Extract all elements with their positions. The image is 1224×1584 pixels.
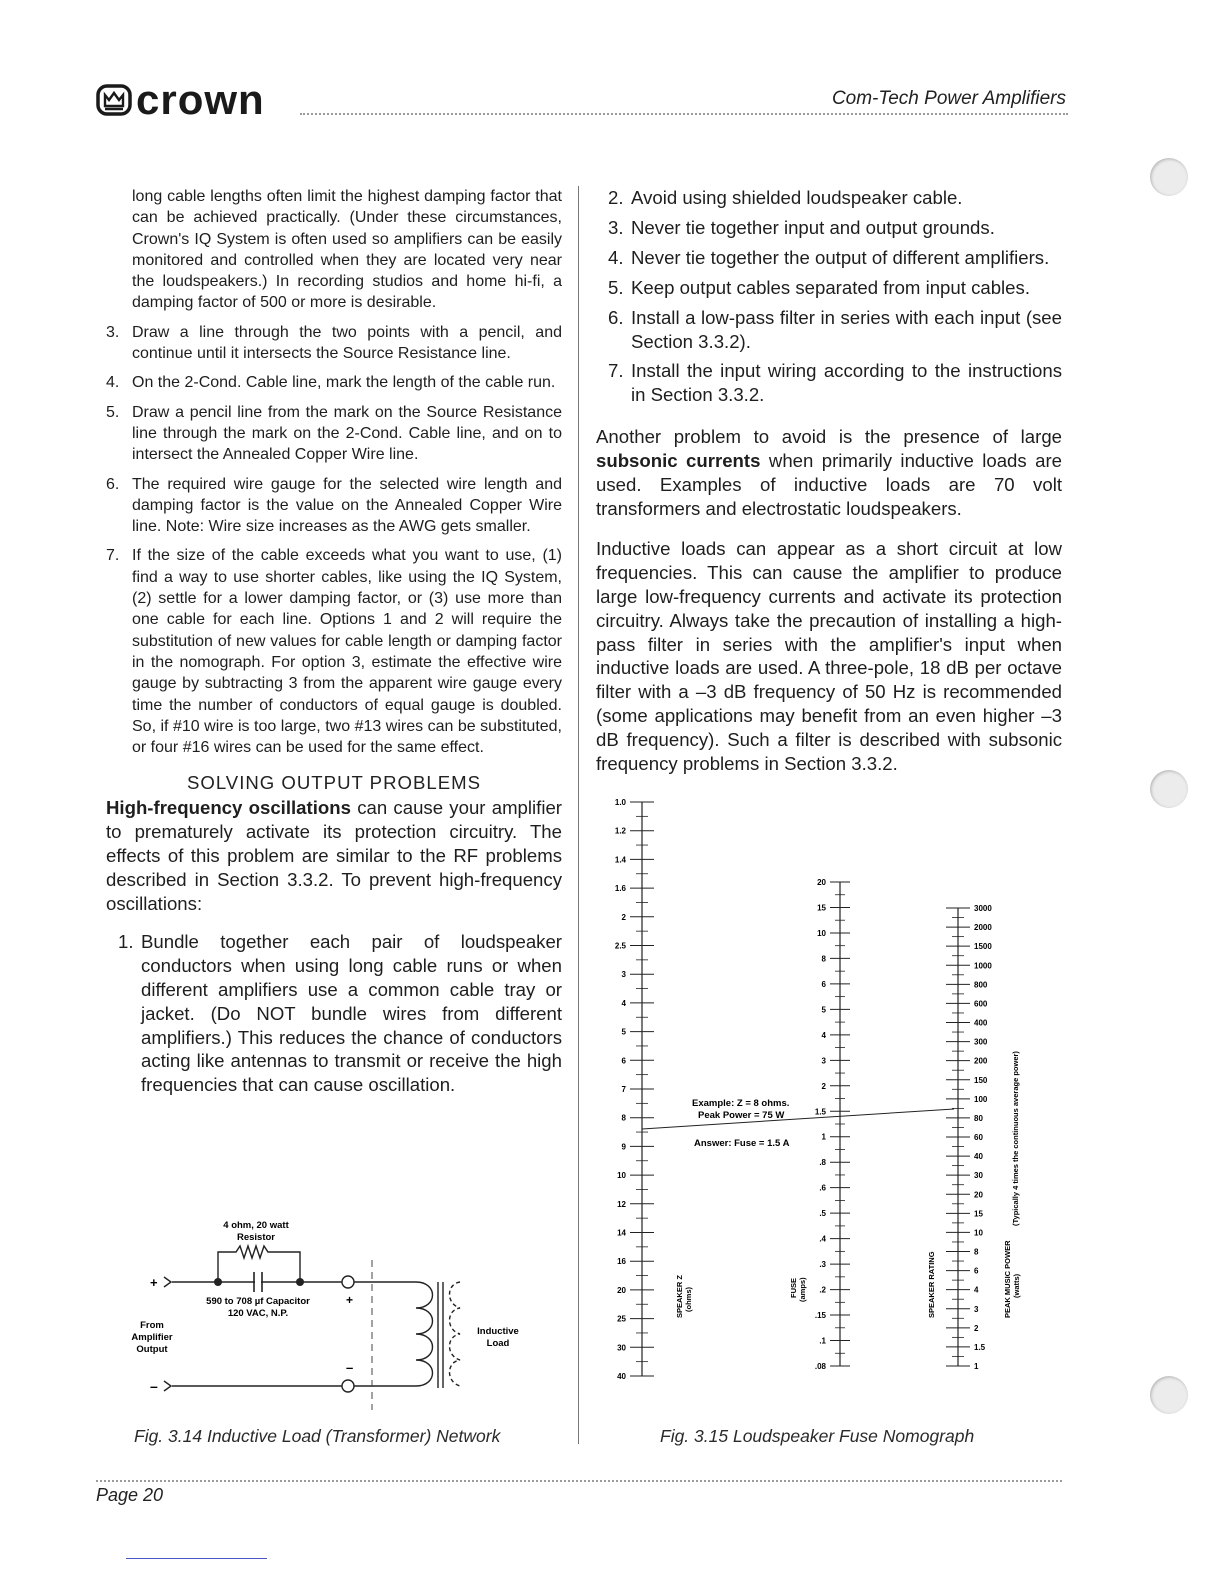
list-item-text: Bundle together each pair of loudspeaker conductors when using long cable runs or when different amplifiers use a common cable tray or jacket. (Do NOT bundle wires from different amplifiers.) This reduces the chance of conductors acting like antennas to transmit or receive the high frequencies that can cause oscillation. [141,930,562,1096]
scale-tick-label: 20 [974,1190,983,1200]
scale-tick-label: 1 [974,1362,979,1371]
scale-tick-label: 200 [974,1056,988,1066]
hf-text: can cause your amplifier to prematurely activate its protection circuitry. The effects of this problem are similar to the RF problems described in Section 3.3.2. To prevent high-frequency oscillations: [106,797,562,915]
column-divider [578,186,579,1444]
list-item [596,186,1062,210]
scale-tick-label: 25 [617,1314,626,1324]
scale-tick-label: 5 [621,1027,626,1037]
list-item [106,322,562,365]
typically-label: (Typically 4 times the continuous average power) [1011,1051,1020,1226]
list-item-number: 1. [118,930,134,952]
inductive-paragraph: Inductive loads can appear as a short circuit at low frequencies. This can cause the amplifier to produce large low-frequency currents and activate its protection circuitry. Always take the precaution of installing a high-pass filter in series with the amplifier's input when inductive loads are used. A three-pole, 18 dB per octave filter with a –3 dB frequency of 50 Hz is recommended (some applications may benefit from an even higher –3 dB frequency). Such a filter is described with subsonic frequency problems in Section 3.3.2. [596,537,1062,775]
scale-tick-label: 5 [821,1005,826,1015]
scale-tick-label: 2 [821,1081,826,1091]
scale-tick-label: 2 [974,1323,979,1333]
resistor-label-1: 4 ohm, 20 watt [223,1220,289,1231]
list-item [596,359,1062,407]
binder-hole [1150,770,1188,808]
peak-music-power-label: PEAK MUSIC POWER [1003,1240,1012,1318]
scale-tick-label: 3000 [974,904,992,913]
fig-3-14-caption: Fig. 3.14 Inductive Load (Transformer) Network [134,1426,501,1446]
scale-tick-label: 10 [974,1228,983,1238]
scale-tick-label: 20 [817,878,826,887]
right-column [596,186,1062,776]
scale-tick-label: 3 [821,1056,826,1066]
scale-tick-label: 40 [974,1152,983,1162]
list-item-number: 4. [608,246,624,268]
scale-tick-label: 14 [617,1228,626,1238]
scale-tick-label: 1.6 [614,884,626,894]
list-item-text: Avoid using shielded loudspeaker cable. [631,187,963,208]
steps-list [106,322,562,759]
scale-tick-label: 60 [974,1133,983,1142]
list-item [596,216,1062,240]
plus-input: + [150,1275,158,1290]
scale-tick-label: 1500 [974,942,992,952]
minus-output: – [346,1360,354,1375]
fuse-nomograph [612,786,1042,1386]
hf-paragraph [106,796,562,916]
scale-tick-label: .5 [819,1209,826,1219]
binder-hole [1150,1376,1188,1414]
scale-tick-label: .8 [819,1158,826,1168]
scale-tick-label: 9 [621,1142,626,1152]
list-item [106,372,562,393]
hf-list [106,930,562,1097]
scale-tick-label: 80 [974,1113,983,1123]
scale-tick-label: 30 [974,1171,983,1181]
scale-tick-label: 2000 [974,923,992,933]
scale-tick-label: 8 [974,1247,979,1257]
scale-tick-label: 40 [617,1372,626,1381]
list-item-number: 7. [106,547,120,565]
list-item [596,306,1062,354]
fuse-scale [815,878,850,1371]
capacitor-label-1: 590 to 708 µf Capacitor [206,1296,310,1307]
scale-tick-label: 8 [821,954,826,964]
plus-output: + [346,1293,354,1307]
scale-tick-label: 8 [621,1113,626,1123]
resistor-label-2: Resistor [236,1232,276,1243]
scale-tick-label: 20 [617,1285,626,1295]
list-item-text: If the size of the cable exceeds what you want to use, (1) find a way to use shorter cables, like using the IQ System, (2) settle for a lower damping factor, or (3) use more than one cable for each line. Options 1 and 2 will require the substitution of new values for cable length or damping factor in the nomograph. For option 3, estimate the effective wire gauge by subtracting 3 from the apparent wire gauge every time the number of conductors of equal gauge is doubled. So, if #10 wire is too large, two #13 wires can be substituted, or four #16 wires can be used for the same effect. [132,547,562,757]
scale-tick-label: 400 [974,1018,988,1028]
fig-3-15-caption: Fig. 3.15 Loudspeaker Fuse Nomograph [660,1426,975,1446]
example-line-2: Peak Power = 75 W [698,1110,785,1121]
binder-hole [1150,158,1188,196]
footer-rule [96,1480,1062,1482]
list-item [106,474,562,538]
scale-tick-label: .08 [814,1362,826,1371]
list-item-number: 5. [106,403,120,421]
scale-tick-label: 1.4 [614,855,626,865]
intro-paragraph: long cable lengths often limit the highest damping factor that can be achieved practically. (Under these circumstances, Crown's IQ System is often used so amplifiers can be easily monitored and controlled when they are located very near the loudspeakers.) In recording studios and home hi-fi, a damping factor of 500 or more is desirable. [132,188,562,312]
scale-tick-label: 3 [974,1304,979,1314]
from-label-1: From [140,1320,164,1331]
list-item-text: Install a low-pass filter in series with each input (see Section 3.3.2). [631,306,1062,352]
scale-tick-label: .4 [819,1234,826,1244]
scale-tick-label: 12 [617,1199,626,1209]
transformer-symbol [416,1282,460,1388]
scale-tick-label: 4 [974,1285,979,1295]
example-line-1: Example: Z = 8 ohms. [692,1098,790,1109]
precautions-list [596,186,1062,407]
scale-tick-label: 6 [821,979,826,989]
hf-lead: High-frequency oscillations [106,797,351,819]
scale-tick-label: 1.5 [814,1107,826,1117]
scale-tick-label: 10 [617,1171,626,1181]
list-item [106,545,562,758]
list-item-text: The required wire gauge for the selected wire length and damping factor is the value on the Annealed Copper Wire line. Note: Wire size increases as the AWG gets smaller. [132,475,562,536]
scale-tick-label: 1.2 [614,826,626,836]
scale-tick-label: 2 [621,912,626,922]
list-item [106,402,562,466]
subsonic-after: when primarily inductive loads are used. Examples of inductive loads are 70 volt transformers and electrostatic loudspeakers. [596,450,1062,519]
scale-tick-label: 16 [617,1257,626,1267]
resistor-symbol [218,1246,300,1264]
from-label-3: Output [136,1344,168,1355]
scale-tick-label: 4 [821,1030,826,1040]
list-item-text: Never tie together input and output grounds. [631,216,995,238]
list-item-number: 3. [106,323,120,341]
list-item-text: Never tie together the output of different amplifiers. [631,246,1050,268]
scale-tick-label: 1.5 [974,1342,986,1352]
inductive-load-diagram [120,1210,560,1420]
watts-label: (watts) [1012,1273,1021,1298]
speaker-z-label-1: SPEAKER Z [675,1275,684,1318]
fuse-label-2: (amps) [798,1277,807,1302]
scale-tick-label: .1 [819,1336,826,1346]
speaker-z-label-2: (ohms) [684,1287,693,1312]
scale-tick-label: .15 [814,1311,826,1321]
crown-logo [96,82,301,118]
scale-tick-label: 15 [974,1209,983,1219]
scale-tick-label: 2.5 [614,941,626,951]
from-label-2: Amplifier [131,1332,173,1343]
list-item-text: Draw a line through the two points with a pencil, and continue until it intersects the Source Resistance line. [132,323,562,363]
scale-tick-label: 800 [974,980,988,990]
list-item-text: Draw a pencil line from the mark on the Source Resistance line through the mark on the 2-Cond. Cable line, and on to intersect the Annealed Copper Wire line. [132,403,562,464]
subsonic-paragraph [596,425,1062,521]
example-line [642,1109,954,1129]
list-item [596,276,1062,300]
subsonic-bold: subsonic currents [596,450,761,472]
list-item-number: 7. [608,360,624,382]
page-number: Page 20 [96,1485,164,1505]
scale-tick-label: 100 [974,1094,988,1104]
list-item [596,246,1062,270]
scale-tick-label: 10 [817,928,826,938]
list-item-number: 4. [106,374,120,392]
scale-tick-label: 6 [621,1056,626,1066]
header-rule [300,113,1068,115]
stray-blue-line [126,1558,267,1559]
scale-tick-label: 1 [821,1132,826,1142]
scale-tick-label: 7 [621,1085,626,1094]
scale-tick-label: 30 [617,1343,626,1353]
list-item-text: Install the input wiring according to the instructions in Section 3.3.2. [631,360,1062,406]
answer-line: Answer: Fuse = 1.5 A [694,1138,790,1149]
list-item-number: 3. [608,216,624,238]
list-item-number: 6. [106,475,120,493]
speaker-rating-label: SPEAKER RATING [927,1251,936,1318]
load-label-1: Inductive [477,1326,519,1337]
scale-tick-label: .6 [819,1183,826,1193]
scale-tick-label: .2 [819,1285,826,1295]
scale-tick-label: 1.0 [614,798,626,807]
fuse-label-1: FUSE [789,1277,798,1298]
scale-tick-label: 600 [974,999,988,1009]
scale-tick-label: 150 [974,1075,988,1085]
minus-input: – [150,1378,158,1394]
left-column [106,186,562,1097]
scale-tick-label: 4 [621,998,626,1008]
document-title: Com-Tech Power Amplifiers [831,88,1066,109]
logo-wordmark: crown [136,82,265,118]
load-label-2: Load [486,1338,510,1349]
list-item-text: On the 2-Cond. Cable line, mark the length of the cable run. [132,374,556,392]
subsonic-before: Another problem to avoid is the presence of large [596,426,1062,448]
speaker-z-scale [615,798,654,1381]
scale-tick-label: 3 [621,970,626,980]
scale-tick-label: .3 [819,1260,826,1270]
scale-tick-label: 300 [974,1037,988,1047]
capacitor-label-2: 120 VAC, N.P. [227,1308,289,1319]
speaker-rating-scale [946,904,992,1371]
section-heading: SOLVING OUTPUT PROBLEMS [186,772,482,794]
scale-tick-label: 1000 [974,961,992,971]
scale-tick-label: 6 [974,1266,979,1276]
list-item [106,930,562,1097]
list-item-number: 2. [608,187,624,208]
list-item-text: Keep output cables separated from input cables. [631,276,1030,298]
scale-tick-label: 15 [817,903,826,913]
list-item-number: 6. [608,306,624,328]
list-item-number: 5. [608,276,624,298]
